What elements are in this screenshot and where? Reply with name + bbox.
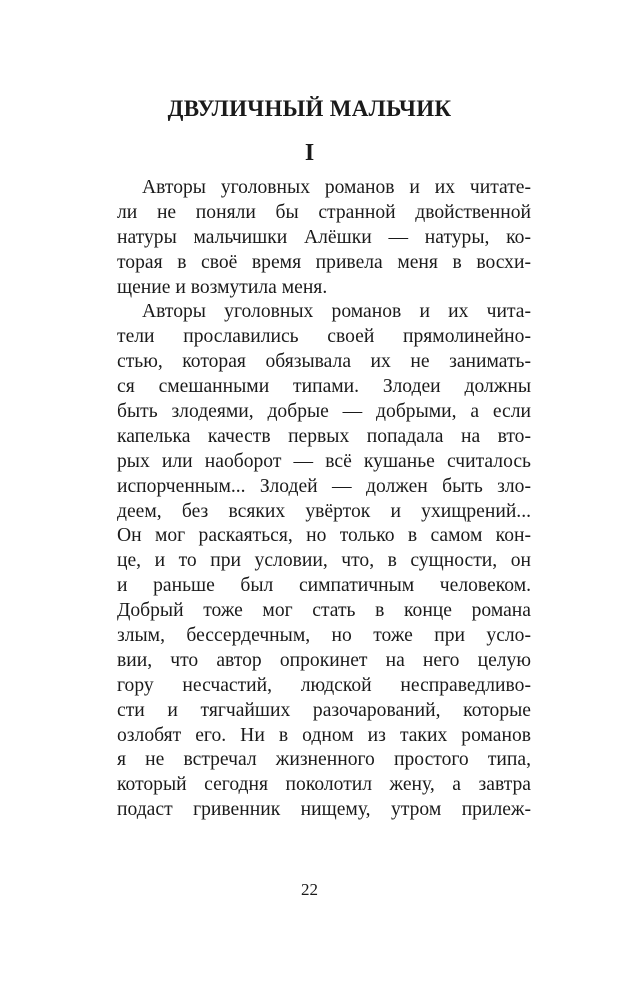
text-line: рых или наоборот — всё кушанье считалось: [117, 450, 531, 472]
chapter-title: ДВУЛИЧНЫЙ МАЛЬЧИК: [167, 96, 452, 121]
body-text: [117, 176, 531, 823]
chapter-number: I: [304, 140, 315, 166]
text-line: ли не поняли бы странной двойственной: [117, 201, 531, 223]
text-line: сти и тягчайших разочарований, которые: [117, 699, 531, 721]
text-line: я не встречал жизненного простого типа,: [117, 749, 531, 771]
text-line: торая в своё время привела меня в восхи-: [117, 251, 531, 273]
text-line: Авторы уголовных романов и их читате-: [142, 177, 531, 198]
text-line: Он мог раскаяться, но только в самом кон-: [117, 525, 531, 547]
text-line: гору несчастий, людской несправедливо-: [117, 674, 531, 696]
text-line: подаст гривенник нищему, утром прилеж-: [117, 799, 531, 821]
text-line: быть злодеями, добрые — добрыми, а если: [117, 401, 531, 423]
text-line: ся смешанными типами. Злодеи должны: [117, 376, 531, 398]
text-line: Добрый тоже мог стать в конце романа: [117, 600, 531, 622]
text-line: озлобят его. Ни в одном из таких романов: [117, 724, 531, 746]
text-line: капелька качеств первых попадала на вто-: [117, 425, 531, 447]
text-line: натуры мальчишки Алёшки — натуры, ко-: [117, 226, 531, 248]
text-line: деем, без всяких увёрток и ухищрений...: [117, 500, 531, 522]
text-line: испорченным... Злодей — должен быть зло-: [117, 475, 531, 497]
text-line: тели прославились своей прямолинейно-: [117, 326, 531, 348]
text-line: стью, которая обязывала их не занимать-: [117, 351, 531, 373]
text-line: злым, бессердечным, но тоже при усло-: [117, 625, 531, 647]
text-line: и раньше был симпатичным человеком.: [117, 575, 531, 597]
text-line: который сегодня поколотил жену, а завтра: [117, 774, 531, 796]
text-line: щение и возмутила меня.: [117, 276, 328, 298]
page-number: 22: [301, 880, 318, 899]
text-line: вии, что автор опрокинет на него целую: [117, 649, 531, 671]
text-line: це, и то при условии, что, в сущности, он: [117, 550, 531, 572]
text-line: Авторы уголовных романов и их чита-: [142, 301, 531, 323]
